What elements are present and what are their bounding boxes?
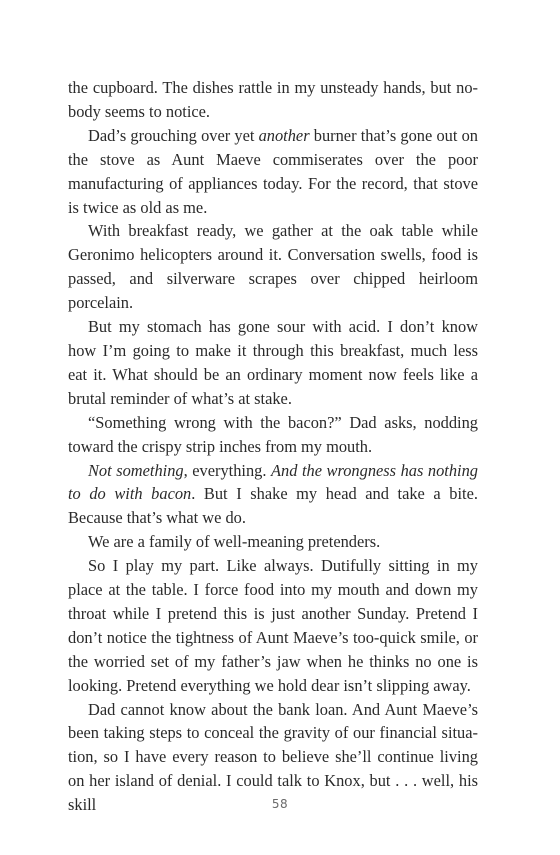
paragraph-3 <box>68 219 478 315</box>
paragraph-text: But my stomach has gone sour with acid. I don’t know how I’m going to make it through this breakfast, much less eat it. What should be an ordinary moment now feels like a brutal reminder of what’s at stake. <box>68 317 478 408</box>
emphasis-text: Not something <box>88 460 184 480</box>
paragraph-text: the cupboard. The dishes rattle in my unsteady hands, but nobody seems to notice. <box>68 78 478 121</box>
paragraph-text: Dad’s grouching over yet <box>88 125 259 145</box>
paragraph-7 <box>68 530 478 554</box>
page-number: 58 <box>271 797 289 811</box>
paragraph-1 <box>68 76 478 124</box>
paragraph-text: , everything. <box>183 460 272 480</box>
paragraph-text: burner that’s gone out on the stove as Aunt Maeve commiserates over the poor manufacturing of appliances today. For the record, that stove is twice as old as me. <box>68 125 478 217</box>
paragraph-6 <box>68 459 478 531</box>
paragraph-text: . But I shake my head and take a bite. Because that’s what we do. <box>68 484 478 528</box>
paragraph-8 <box>68 554 478 697</box>
body-text <box>68 76 478 817</box>
paragraph-text: Dad cannot know about the bank loan. And Aunt Maeve’s been taking steps to conceal the gravity of our financial situation, so I have every reason to believe she’ll continue living on her island of denial. I could talk to Knox, but . . . well, his skill <box>68 699 478 815</box>
emphasis-text: And the wrongness has nothing to do with bacon <box>68 460 479 504</box>
paragraph-4 <box>68 315 478 411</box>
paragraph-5 <box>68 411 478 459</box>
emphasis-text: another <box>258 125 310 145</box>
paragraph-text: With breakfast ready, we gather at the oak table while Geronimo helicopters around it. Conversation swells, food is passed, and silverware scrapes over chipped heirloom porcelain. <box>68 221 478 313</box>
paragraph-2 <box>68 124 478 220</box>
paragraph-text: So I play my part. Like always. Dutifully sitting in my place at the table. I force food into my mouth and down my throat while I pretend this is just another Sunday. Pretend I don’t notice the tightness of Aunt Maeve’s too-quick smile, or the worried set of my father’s jaw when he thinks no one is looking. Pretend everything we hold dear isn’t slipping away. <box>68 556 478 695</box>
paragraph-text: “Something wrong with the bacon?” Dad asks, nodding toward the crispy strip inches from my mouth. <box>68 412 478 456</box>
paragraph-text: We are a family of well-meaning pretenders. <box>88 532 381 552</box>
